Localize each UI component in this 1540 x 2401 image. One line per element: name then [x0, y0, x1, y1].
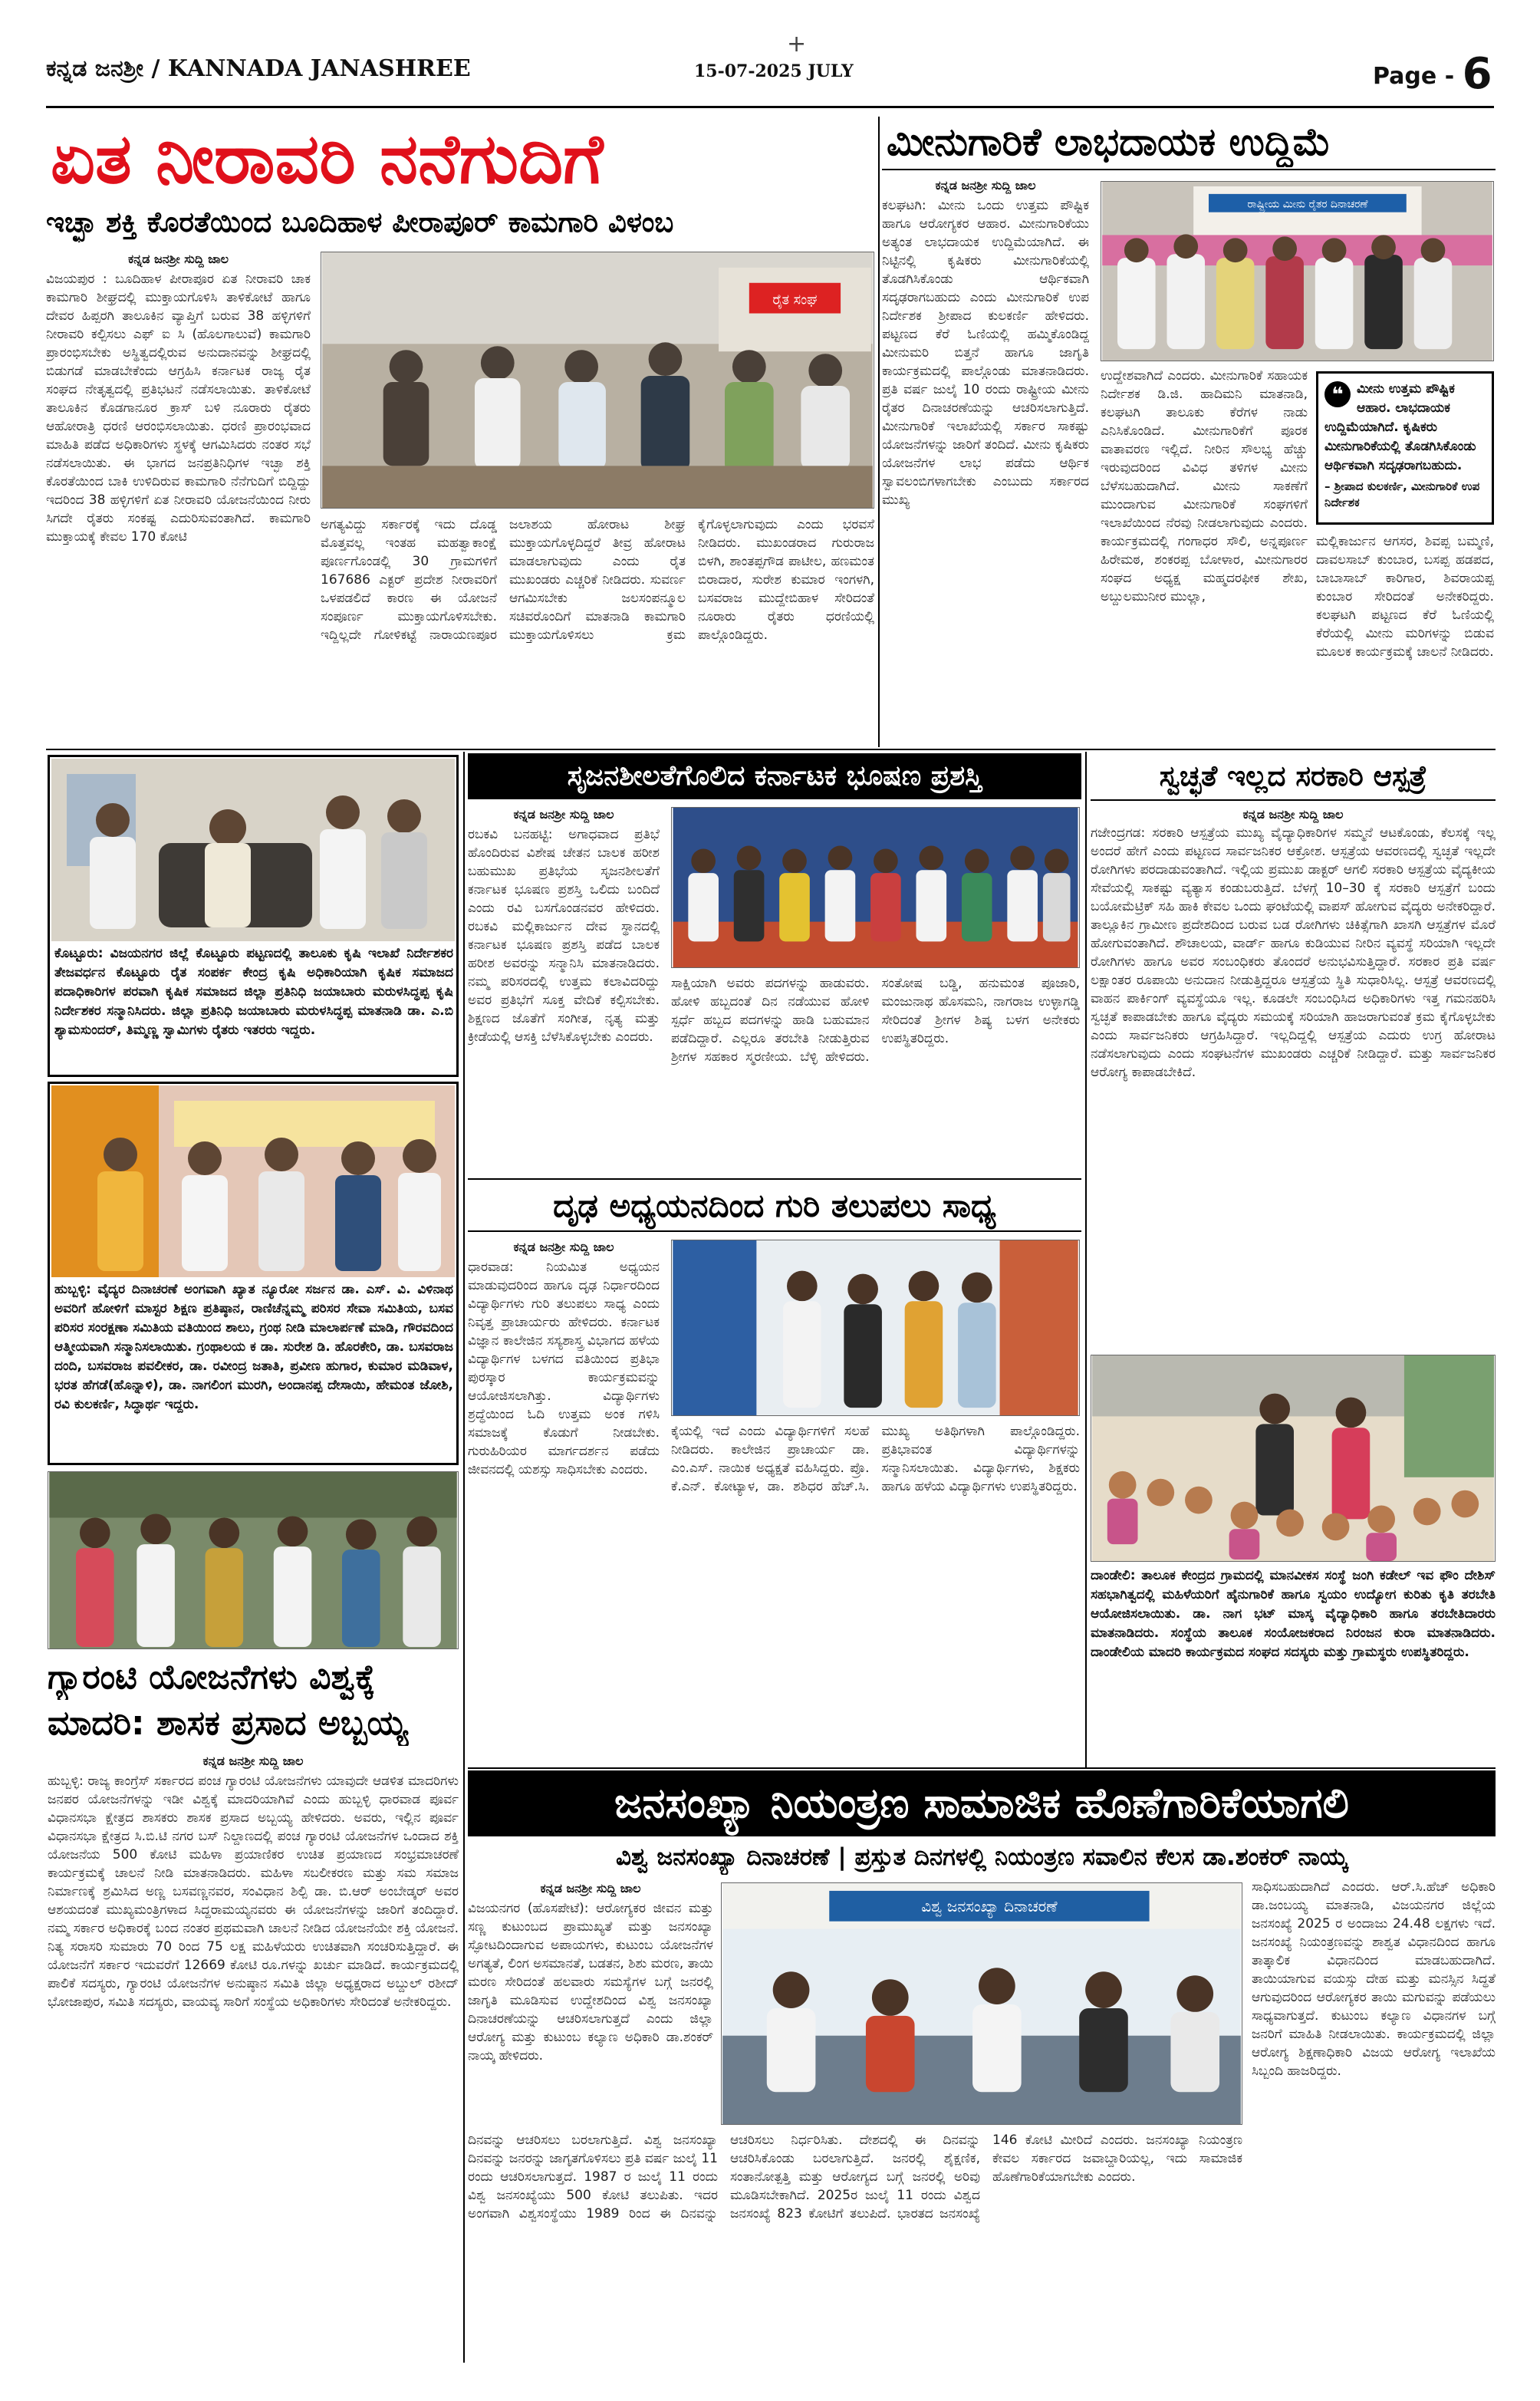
lead-column-left — [46, 249, 311, 746]
study-photo-image — [672, 1240, 1079, 1415]
creative-headline-banner — [468, 753, 1081, 799]
protest-photo — [321, 252, 874, 509]
population-photo-image — [722, 1883, 1242, 2124]
study-body-right: ಕೈಯಲ್ಲಿ ಇದೆ ಎಂದು ವಿದ್ಯಾರ್ಥಿಗಳಿಗೆ ಸಲಹೆ ನೀಡಿದರು. ಕಾಲೇಜಿನ ಪ್ರಾಚಾರ್ಯ ಡಾ. ಎಂ.ಎಸ್. ನಾಯಿಕ ಅಧ್ಯಕ್ಷತೆ ವಹಿಸಿದ್ದರು. ಪ್ರೊ. ಕೆ.ಎನ್. ಕೋಟ್ಯಾಳ, ಡಾ. ಶಶಿಧರ ಹೆಚ್.ಸಿ. ಮುಖ್ಯ ಅತಿಥಿಗಳಾಗಿ ಪಾಲ್ಗೊಂಡಿದ್ದರು. ಪ್ರತಿಭಾವಂತ ವಿದ್ಯಾರ್ಥಿಗಳನ್ನು ಸನ್ಮಾನಿಸಲಾಯಿತು. ವಿದ್ಯಾರ್ಥಿಗಳು, ಶಿಕ್ಷಕರು ಹಾಗೂ ಹಳೆಯ ವಿದ್ಯಾರ್ಥಿಗಳು ಉಪಸ್ಥಿತರಿದ್ದರು. — [671, 1424, 1080, 1494]
fish-quote: ಮೀನು ಉತ್ತಮ ಪೌಷ್ಟಿಕ ಆಹಾರ. ಲಾಭದಾಯಕ ಉದ್ದಿಮೆಯಾಗಿದೆ. ಕೃಷಿಕರು ಮೀನುಗಾರಿಕೆಯಲ್ಲಿ ತೊಡಗಿಸಿಕೊಂಡು ಆರ್ಥಿಕವಾಗಿ ಸದೃಢರಾಗಬಹುದು. — [1324, 381, 1476, 473]
quote-icon: ❝ — [1324, 381, 1351, 407]
fish-column-right — [1316, 532, 1494, 743]
study-headline-rule — [468, 1230, 1081, 1232]
fish-byline: ಕನ್ನಡ ಜನಶ್ರೀ ಸುದ್ದಿ ಜಾಲ — [935, 178, 1036, 193]
creative-byline: ಕನ್ನಡ ಜನಶ್ರೀ ಸುದ್ದಿ ಜಾಲ — [513, 807, 614, 822]
population-body-bottom: ದಿನವನ್ನು ಆಚರಿಸಲು ಬರಲಾಗುತ್ತಿದೆ. ವಿಶ್ವ ಜನಸಂಖ್ಯಾ ದಿನವನ್ನು ಜನರನ್ನು ಜಾಗೃತಗೊಳಿಸಲು ಪ್ರತಿ ವರ್ಷ ಜುಲೈ 11 ರಂದು ಆಚರಿಸಲಾಗುತ್ತದೆ. 1987 ರ ಜುಲೈ 11 ರಂದು ವಿಶ್ವ ಜನಸಂಖ್ಯೆಯು 500 ಕೋಟಿ ತಲುಪಿತು. ಇದರ ಅಂಗವಾಗಿ ವಿಶ್ವಸಂಸ್ಥೆಯು 1989 ರಿಂದ ಈ ದಿನವನ್ನು ಆಚರಿಸಲು ನಿರ್ಧರಿಸಿತು. ದೇಶದಲ್ಲಿ ಈ ದಿನವನ್ನು ಆಚರಿಸಿಕೊಂಡು ಬರಲಾಗುತ್ತಿದೆ. ಜನರಲ್ಲಿ ಶೈಕ್ಷಣಿಕ, ಸಂತಾನೋತ್ಪತ್ತಿ ಮತ್ತು ಆರೋಗ್ಯದ ಬಗ್ಗೆ ಜನರಲ್ಲಿ ಅರಿವು ಮೂಡಿಸಬೇಕಾಗಿದೆ. 2025ರ ಜುಲೈ 11 ರಂದು ವಿಶ್ವದ ಜನಸಂಖ್ಯೆ 823 ಕೋಟಿಗೆ ತಲುಪಿದೆ. ಭಾರತದ ಜನಸಂಖ್ಯೆ 146 ಕೋಟಿ ಮೀರಿದೆ ಎಂದರು. ಜನಸಂಖ್ಯಾ ನಿಯಂತ್ರಣ ಕೇವಲ ಸರ್ಕಾರದ ಜವಾಬ್ದಾರಿಯಲ್ಲ, ಇದು ಸಾಮಾಜಿಕ ಹೊಣೆಗಾರಿಕೆಯಾಗಬೇಕು ಎಂದರು. — [468, 2133, 1242, 2222]
hospital-body: ಗಜೇಂದ್ರಗಡ: ಸರಕಾರಿ ಆಸ್ಪತ್ರೆಯ ಮುಖ್ಯ ವೈದ್ಯಾಧಿಕಾರಿಗಳ ಸಮ್ಮನೆ ಆಟಕೊಂಡು, ಕೆಲಸಕ್ಕೆ ಇಲ್ಲ ಅಂದರೆ ಹೇಗೆ ಎಂದು ಪಟ್ಟಣದ ಸಾರ್ವಜನಿಕರ ಆಕ್ರೋಶ. ಆಸ್ಪತ್ರೆಯ ಆವರಣದಲ್ಲಿ ಸ್ವಚ್ಛತೆ ಇಲ್ಲದೇ ರೋಗಿಗಳು ಪರದಾಡುವಂತಾಗಿದೆ. ಇಲ್ಲಿಯ ಪ್ರಮುಖ ಡಾಕ್ಟರ್ ಆಗಲಿ ಸರಕಾರಿ ಆಸ್ಪತ್ರೆಯ ವೈದ್ಯಕೀಯ ಸೇವೆಯಲ್ಲಿ ಸಾಕಷ್ಟು ವ್ಯತ್ಯಾಸ ಕಂಡುಬರುತ್ತಿದೆ. ಬೆಳಗ್ಗೆ 10–30 ಕ್ಕೆ ಸರಕಾರಿ ಆಸ್ಪತ್ರೆಗೆ ಬಂದು ಬಯೋಮೆಟ್ರಿಕ್ ಸಹಿ ಹಾಕಿ ಕೇವಲ ಒಂದು ಘಂಟೆಯಲ್ಲಿ ವಾಪಸ್ ಹೋಗುವ ವೈದ್ಯರು ಅನೇಕರಿದ್ದಾರೆ. ತಾಲ್ಲೂಕಿನ ಗ್ರಾಮೀಣ ಪ್ರದೇಶದಿಂದ ಬರುವ ಬಡ ರೋಗಿಗಳು ಚಿಕಿತ್ಸೆಗಾಗಿ ಖಾಸಗಿ ಆಸ್ಪತ್ರೆಗಳ ಮೊರೆ ಹೋಗುವಂತಾಗಿದೆ. ಶೌಚಾಲಯ, ವಾರ್ಡ್ ಹಾಗೂ ಕುಡಿಯುವ ನೀರಿನ ವ್ಯವಸ್ಥೆ ಸರಿಯಾಗಿ ಇಲ್ಲದೇ ರೋಗಿಗಳು ಹಾಗೂ ಅವರ ಸಂಬಂಧಿಕರು ತೊಂದರೆ ಅನುಭವಿಸುತ್ತಿದ್ದಾರೆ. ಸರಕಾರ ಪ್ರತಿ ವರ್ಷ ಲಕ್ಷಾಂತರ ರೂಪಾಯಿ ಅನುದಾನ ನೀಡುತ್ತಿದ್ದರೂ ಆಸ್ಪತ್ರೆಯ ಸ್ಥಿತಿ ಸುಧಾರಿಸಿಲ್ಲ. ಆಸ್ಪತ್ರೆ ಆವರಣದಲ್ಲಿ ವಾಹನ ಪಾರ್ಕಿಂಗ್ ವ್ಯವಸ್ಥೆಯೂ ಇಲ್ಲ. ಕೂಡಲೇ ಸಂಬಂಧಿಸಿದ ಅಧಿಕಾರಿಗಳು ಇತ್ತ ಗಮನಹರಿಸಿ ಸ್ವಚ್ಛತೆ ಕಾಪಾಡಬೇಕು ಹಾಗೂ ವೈದ್ಯರು ಸಮಯಕ್ಕೆ ಸರಿಯಾಗಿ ಹಾಜರಾಗುವಂತೆ ಕ್ರಮ ಕೈಗೊಳ್ಳಬೇಕು ಎಂದು ಸಾರ್ವಜನಿಕರು ಆಗ್ರಹಿಸಿದ್ದಾರೆ. ಇಲ್ಲದಿದ್ದಲ್ಲಿ ಆಸ್ಪತ್ರೆಯ ಎದುರು ಉಗ್ರ ಹೋರಾಟ ನಡೆಸಲಾಗುವುದು ಎಂದು ಸಂಘಟನೆಗಳ ಮುಖಂಡರು ಎಚ್ಚರಿಕೆ ನೀಡಿದ್ದಾರೆ. ಮತ್ತು ಸಾರ್ವಜನಿಕರ ಆರೋಗ್ಯ ಕಾಪಾಡಬೇಕಿದೆ. — [1091, 825, 1496, 1080]
creative-photo — [671, 807, 1080, 968]
hospital-headline: ಸ್ವಚ್ಛತೆ ಇಲ್ಲದ ಸರಕಾರಿ ಆಸ್ಪತ್ರೆ — [1159, 759, 1427, 792]
creative-body-left: ರಬಕವಿ ಬನಹಟ್ಟಿ: ಅಗಾಧವಾದ ಪ್ರತಿಭೆ ಹೊಂದಿರುವ ವಿಶೇಷ ಚೇತನ ಬಾಲಕ ಹರೀಶ ಬಹುಮುಖ ಪ್ರತಿಭೆಯ ಸೃಜನಶೀಲತೆಗೆ ಕರ್ನಾಟಕ ಭೂಷಣ ಪ್ರಶಸ್ತಿ ಒಲಿದು ಬಂದಿದೆ ಎಂದು ರವಿ ಬಸಗೊಂಡನವರ ಹೇಳಿದರು. ರಬಕವಿ ಮಲ್ಲಿಕಾರ್ಜುನ ದೇವ ಸ್ಥಾನದಲ್ಲಿ ಕರ್ನಾಟಕ ಭೂಷಣ ಪ್ರಶಸ್ತಿ ಪಡೆದ ಬಾಲಕ ಹರೀಶ ಅವರನ್ನು ಸನ್ಮಾನಿಸಿ ಮಾತನಾಡಿದರು. ನಮ್ಮ ಪರಿಸರದಲ್ಲಿ ಉತ್ತಮ ಕಲಾವಿದರಿದ್ದು ಅವರ ಪ್ರತಿಭೆಗೆ ಸೂಕ್ತ ವೇದಿಕೆ ಕಲ್ಪಿಸಬೇಕು. ಶಿಕ್ಷಣದ ಜೊತೆಗೆ ಸಂಗೀತ, ನೃತ್ಯ ಮತ್ತು ಕ್ರೀಡೆಯಲ್ಲಿ ಆಸಕ್ತಿ ಬೆಳೆಸಿಕೊಳ್ಳಬೇಕು ಎಂದರು. — [468, 827, 660, 1045]
study-photo — [671, 1240, 1080, 1416]
creative-body-right: ಸಾಕ್ಷಿಯಾಗಿ ಅವರು ಪದಗಳನ್ನು ಹಾಡುವರು. ಹೋಳಿ ಹಬ್ಬದಂತೆ ದಿನ ನಡೆಯುವ ಹೋಳಿ ಸ್ಪರ್ಧೆ ಹಬ್ಬದ ಪದಗಳನ್ನು ಹಾಡಿ ಬಹುಮಾನ ಪಡೆದಿದ್ದಾರೆ. ಎಲ್ಲರೂ ತರಬೇತಿ ನೀಡುತ್ತಿರುವ ಶ್ರೀಗಳ ಸಹಕಾರ ಸ್ಮರಣೀಯ. ಬೆಳ್ಳಿ ಹೇಳಿದರು. ಸಂತೋಷ ಬಡ್ಡಿ, ಹನುಮಂತ ಪೂಜಾರಿ, ಮಂಜುನಾಥ ಹೊಸಮನಿ, ನಾಗರಾಜ ಉಳ್ಳಾಗಡ್ಡಿ ಸೇರಿದಂತೆ ಶ್ರೀಗಳ ಶಿಷ್ಯ ಬಳಗ ಅನೇಕರು ಉಪಸ್ಥಿತರಿದ್ದರು. — [671, 976, 1080, 1065]
population-body-top: ವಿಜಯನಗರ (ಹೊಸಪೇಟೆ): ಆರೋಗ್ಯಕರ ಜೀವನ ಮತ್ತು ಸಣ್ಣ ಕುಟುಂಬದ ಪ್ರಾಮುಖ್ಯತೆ ಮತ್ತು ಜನಸಂಖ್ಯಾ ಸ್ಫೋಟದಿಂದಾಗುವ ಅಪಾಯಗಳು, ಕುಟುಂಬ ಯೋಜನೆಗಳ ಅಗತ್ಯತೆ, ಲಿಂಗ ಅಸಮಾನತೆ, ಬಡತನ, ಶಿಶು ಮರಣ, ತಾಯಿ ಮರಣ ಸೇರಿದಂತೆ ಹಲವಾರು ಸಮಸ್ಯೆಗಳ ಬಗ್ಗೆ ಜನರಲ್ಲಿ ಜಾಗೃತಿ ಮೂಡಿಸುವ ಉದ್ದೇಶದಿಂದ ವಿಶ್ವ ಜನಸಂಖ್ಯಾ ದಿನಾಚರಣೆಯನ್ನು ಆಚರಿಸಲಾಗುತ್ತದೆ ಎಂದು ಜಿಲ್ಲಾ ಆರೋಗ್ಯ ಮತ್ತು ಕುಟುಂಬ ಕಲ್ಯಾಣ ಅಧಿಕಾರಿ ಡಾ.ಶಂಕರ್ ನಾಯ್ಕ ಹೇಳಿದರು. — [468, 1901, 713, 2063]
masthead-rule — [46, 106, 1494, 108]
fish-column-mid — [1101, 367, 1308, 743]
hospital-training-photo-image — [1091, 1355, 1495, 1561]
population-headline-banner — [468, 1770, 1496, 1836]
fish-headline-rule — [882, 169, 1496, 170]
creative-column-left — [468, 804, 660, 1174]
population-byline: ಕನ್ನಡ ಜನಶ್ರೀ ಸುದ್ದಿ ಜಾಲ — [540, 1881, 641, 1895]
lead-body-left: ವಿಜಯಪುರ : ಬೂದಿಹಾಳ ಪೀರಾಪೂರ ಏತ ನೀರಾವರಿ ಚಾಕ ಕಾಮಗಾರಿ ಶೀಘ್ರದಲ್ಲಿ ಮುಕ್ತಾಯಗೊಳಿಸಿ ತಾಳಿಕೋಟೆ ಹಾಗೂ ದೇವರ ಹಿಪ್ಪರಗಿ ತಾಲೂಕಿನ ವ್ಯಾಪ್ತಿಗೆ ಬರುವ 38 ಹಳ್ಳಿಗಳಿಗೆ ನೀರಾವರಿ ಕಲ್ಪಿಸಲು ಎಫ್ ಐ ಸಿ (ಹೊಲಗಾಲುವೆ) ಕಾಮಗಾರಿ ಪ್ರಾರಂಭಿಸಬೇಕು ಅಸ್ಥಿತ್ವದಲ್ಲಿರುವ ಅನುದಾನವನ್ನು ಶೀಘ್ರದಲ್ಲಿ ಬಿಡುಗಡೆ ಮಾಡಬೇಕೆಂದು ಆಗ್ರಹಿಸಿ ಕರ್ನಾಟಕ ರಾಜ್ಯ ರೈತ ಸಂಘದ ನೇತೃತ್ವದಲ್ಲಿ ಪ್ರತಿಭಟನೆ ನಡೆಸಲಾಯಿತು. ತಾಳಿಕೋಟೆ ತಾಲೂಕಿನ ಕೊಡಗಾನೂರ ಕ್ರಾಸ್ ಬಳಿ ನೂರಾರು ರೈತರು ಆಹೋರಾತ್ರಿ ಧರಣಿ ಆರಂಭಿಸಲಾಯಿತು. ಧರಣಿ ಪ್ರಾರಂಭವಾದ ಮಾಹಿತಿ ಪಡೆದ ಅಧಿಕಾರಿಗಳು ಸ್ಥಳಕ್ಕೆ ಆಗಮಿಸಿದರು ನಂತರ ಸಭೆ ನಡೆಸಲಾಯಿತು. ಈ ಭಾಗದ ಜನಪ್ರತಿನಿಧಿಗಳ ಇಚ್ಛಾ ಶಕ್ತಿ ಕೊರತೆಯಿಂದ ಬಾಕಿ ಉಳಿದಿರುವ ಕಾಮಗಾರಿ ನೆನೆಗುದಿಗೆ ಬಿದ್ದಿದ್ದು ಇದರಿಂದ 38 ಹಳ್ಳಿಗಳಿಗೆ ಏತ ನೀರಾವರಿ ಯೋಜನೆಯಿಂದ ನೀರು ಸಿಗದೇ ರೈತರು ಸಂಕಷ್ಟ ಎದುರಿಸುವಂತಾಗಿದೆ. ಕಾಮಗಾರಿ ಮುಕ್ತಾಯಕ್ಕೆ ಕೇವಲ 170 ಕೋಟಿ — [46, 272, 311, 545]
fish-body-tail: ಮಲ್ಲಿಕಾರ್ಜುನ ಆಗಸರ, ಶಿವಪ್ಪ ಬಮ್ಮಣಿ, ದಾವಲಸಾಬ್ ಕುಂಬಾರ, ಬಸಪ್ಪ ಹಡಪದ, ಬಾಬಾಸಾಬ್ ಕಾರಿಗಾರ, ಶಿವರಾಯಪ್ಪ ಕುಂಬಾರ ಸೇರಿದಂತೆ ಅನೇಕರಿದ್ದರು. ಕಲಘಟಗಿ ಪಟ್ಟಣದ ಕೆರೆ ಓಣಿಯಲ್ಲಿ ಕೆರೆಯಲ್ಲಿ ಮೀನು ಮರಿಗಳನ್ನು ಬಿಡುವ ಮೂಲಕ ಕಾರ್ಯಕ್ರಮಕ್ಕೆ ಚಾಲನೆ ನೀಡಿದರು. — [1316, 534, 1494, 660]
masthead — [0, 0, 1540, 115]
creative-column-right — [671, 974, 1080, 1174]
fish-column-left — [882, 175, 1089, 743]
lead-headline: ಏತ ನೀರಾವರಿ ನನೆಗುದಿಗೆ — [51, 119, 604, 199]
population-photo — [721, 1882, 1242, 2125]
population-column-right — [1252, 1878, 1496, 2361]
lead-story — [46, 117, 874, 749]
page-number: 6 — [1462, 49, 1492, 99]
study-column-left — [468, 1237, 660, 1763]
page-label: Page - — [1373, 63, 1455, 90]
registration-mark-icon: + — [787, 31, 807, 58]
guarantee-headline-1: ಗ್ಯಾರಂಟಿ ಯೋಜನೆಗಳು ವಿಶ್ವಕ್ಕೆ — [48, 1658, 376, 1697]
hospital-caption: ದಾಂಡೇಲಿ: ತಾಲೂಕ ಕೇಂದ್ರದ ಗ್ರಾಮದಲ್ಲಿ ಮಾನವೀಕಸ ಸಂಸ್ಥೆ ಜಂಗಿ ಕಡೇಲ್ ಇವ ಫೌಂ ದೇಶಿಸ್ ಸಹಭಾಗಿತ್ವದಲ್ಲಿ ಮಹಿಳೆಯರಿಗೆ ಹೈನುಗಾರಿಕೆ ಹಾಗೂ ಸ್ವಯಂ ಉದ್ಯೋಗ ಕುರಿತು ಕೃತಿ ತರಬೇತಿ ಆಯೋಜಿಸಲಾಯಿತು. ಡಾ. ನಾಗ ಭಟ್ ಮಾಸ್ಕ ವೈದ್ಯಾಧಿಕಾರಿ ಹಾಗೂ ತರಬೇತಿದಾರರು ಮಾತನಾಡಿದರು. ಸಂಸ್ಥೆಯ ತಾಲೂಕ ಸಂಯೋಜಕರಾದ ನಿರಂಜನ ಕುರಾ ಮಾತನಾಡಿದರು. ದಾಂಡೇಲಿಯ ಮಾದರಿ ಕಾರ್ಯಕ್ರಮದ ಸಂಘದ ಸದಸ್ಯರು ಮತ್ತು ಗ್ರಾಮಸ್ಥರು ಉಪಸ್ಥಿತರಿದ್ದರು. — [1091, 1568, 1496, 1660]
population-headline: ಜನಸಂಖ್ಯಾ ನಿಯಂತ್ರಣ ಸಾಮಾಜಿಕ ಹೊಣೆಗಾರಿಕೆಯಾಗಲಿ — [614, 1779, 1349, 1827]
protest-banner-text: ರೈತ ಸಂಘ — [772, 291, 818, 308]
lead-subheadline: ಇಚ್ಛಾ ಶಕ್ತಿ ಕೊರತೆಯಿಂದ ಬೂದಿಹಾಳ ಪೀರಾಪೂರ್ ಕಾಮಗಾರಿ ವಿಳಂಬ — [46, 206, 674, 239]
hospital-byline: ಕನ್ನಡ ಜನಶ್ರೀ ಸುದ್ದಿ ಜಾಲ — [1242, 807, 1344, 822]
lead-body-right: ಅಗತ್ಯವಿದ್ದು ಸರ್ಕಾರಕ್ಕೆ ಇದು ದೊಡ್ಡ ಮೊತ್ತವಲ್ಲ ಇಂತಹ ಮಹತ್ವಾಕಾಂಕ್ಷೆ ಪೂರ್ಣಗೊಂಡಲ್ಲಿ 30 ಗ್ರಾಮಗಳಿಗೆ 167686 ಎಕ್ಟರ್ ಪ್ರದೇಶ ನೀರಾವರಿಗೆ ಒಳಪಡಲಿದೆ ಕಾರಣ ಈ ಯೋಜನೆ ಸಂಪೂರ್ಣ ಮುಕ್ತಾಯಗೊಳಿಸಬೇಕು. ಇದ್ದಿಲ್ಲದೇ ಗೋಳಿಕಟ್ಟೆ ನಾರಾಯಣಪೂರ ಜಲಾಶಯ ಹೋರಾಟ ಶೀಘ್ರ ಮುಕ್ತಾಯಗೊಳ್ಳದಿದ್ದರೆ ತೀವ್ರ ಹೋರಾಟ ಮಾಡಲಾಗುವುದು ಎಂದು ರೈತ ಮುಖಂಡರು ಎಚ್ಚರಿಕೆ ನೀಡಿದರು. ಸುವರ್ಣ ಆಗಮಿಸಬೇಕು ಜಲಸಂಪನ್ಮೂಲ ಸಚಿವರೊಂದಿಗೆ ಮಾತನಾಡಿ ಕಾಮಗಾರಿ ಮುಕ್ತಾಯಗೊಳಿಸಲು ಕ್ರಮ ಕೈಗೊಳ್ಳಲಾಗುವುದು ಎಂದು ಭರವಸೆ ನೀಡಿದರು. ಮುಖಂಡರಾದ ಗುರುರಾಜ ಬಿಳಗಿ, ಶಾಂತಪ್ಪಗೌಡ ಪಾಟೀಲ, ಹಣಮಂತ ಬಿರಾದಾರ, ಸುರೇಶ ಕುಮಾರ ಇಂಗಳಗಿ, ಬಸವರಾಜ ಮುದ್ದೇಬಿಹಾಳ ಸೇರಿದಂತೆ ನೂರಾರು ರೈತರು ಧರಣಿಯಲ್ಲಿ ಪಾಲ್ಗೊಂಡಿದ್ದರು. — [321, 517, 874, 643]
guarantee-body: ಹುಬ್ಬಳ್ಳಿ: ರಾಜ್ಯ ಕಾಂಗ್ರೆಸ್ ಸರ್ಕಾರದ ಪಂಚ ಗ್ಯಾರಂಟಿ ಯೋಜನೆಗಳು ಯಾವುದೇ ಆಡಳಿತ ಮಾದರಿಗಳು ಜನಪರ ಯೋಜನೆಗಳನ್ನು ಇಡೀ ವಿಶ್ವಕ್ಕೆ ಮಾದರಿಯಾಗಿವೆ ಎಂದು ಹುಬ್ಬಳ್ಳಿ ಧಾರವಾಡ ಪೂರ್ವ ವಿಧಾನಸಭಾ ಕ್ಷೇತ್ರದ ಶಾಸಕರು ಶಾಸಕ ಪ್ರಸಾದ ಅಬ್ಬಯ್ಯ ಹೇಳಿದರು. ಅವರು, ಇಲ್ಲಿನ ಪೂರ್ವ ವಿಧಾನಸಭಾ ಕ್ಷೇತ್ರದ ಸಿ.ಬಿ.ಟಿ ನಗರ ಬಸ್ ನಿಲ್ದಾಣದಲ್ಲಿ ಪಂಚ ಗ್ಯಾರಂಟಿ ಯೋಜನೆಗಳ ಒಂದಾದ ಶಕ್ತಿ ಯೋಜನೆಯ 500 ಕೋಟಿ ಮಹಿಳಾ ಪ್ರಯಾಣಿಕರ ಉಚಿತ ಪ್ರಯಾಣದ ಸಂಭ್ರಮಾಚರಣೆ ಕಾರ್ಯಕ್ರಮಕ್ಕೆ ಚಾಲನೆ ನೀಡಿ ಮಾತನಾಡಿದರು. ಮಹಿಳಾ ಸಬಲೀಕರಣ ಮತ್ತು ಸಮ ಸಮಾಜ ನಿರ್ಮಾಣಕ್ಕೆ ಶ್ರಮಿಸಿದ ಅಣ್ಣ ಬಸವಣ್ಣನವರ, ಸಂವಿಧಾನ ಶಿಲ್ಪಿ ಡಾ. ಬಿ.ಆರ್ ಅಂಬೇಡ್ಕರ್ ಅವರ ಆಶಯದಂತೆ ಮುಖ್ಯಮಂತ್ರಿಗಳಾದ ಸಿದ್ದರಾಮಯ್ಯನವರು ಈ ಯೋಜನೆಗಳನ್ನು ಜಾರಿಗೆ ತಂದಿದ್ದಾರೆ. ನಮ್ಮ ಸರ್ಕಾರ ಅಧಿಕಾರಕ್ಕೆ ಬಂದ ನಂತರ ಪ್ರಥಮವಾಗಿ ಚಾಲನೆ ನೀಡಿದ ಯೋಜನೆಯೇ ಶಕ್ತಿ ಯೋಜನೆ. ನಿತ್ಯ ಸರಾಸರಿ ಸುಮಾರು 70 ರಿಂದ 75 ಲಕ್ಷ ಮಹಿಳೆಯರು ಉಚಿತವಾಗಿ ಸಂಚರಿಸುತ್ತಿದ್ದಾರೆ. ಈ ಯೋಜನೆಗೆ ಸರ್ಕಾರ ಇದುವರೆಗೆ 12669 ಕೋಟಿ ರೂ.ಗಳನ್ನು ಖರ್ಚು ಮಾಡಿದೆ. ಕಾರ್ಯಕ್ರಮದಲ್ಲಿ ಪಾಲಿಕೆ ಸದಸ್ಯರು, ಗ್ಯಾರಂಟಿ ಯೋಜನೆಗಳ ಅನುಷ್ಠಾನ ಸಮಿತಿ ಜಿಲ್ಲಾ ಅಧ್ಯಕ್ಷರಾದ ಅಬ್ದುಲ್ ರಶೀದ್ ಭೋಜಾಪುರ, ಸಮಿತಿ ಸದಸ್ಯರು, ವಾಯವ್ಯ ಸಾರಿಗೆ ಸಂಸ್ಥೆಯ ಅಧಿಕಾರಿಗಳು ಸೇರಿದಂತೆ ಅನೇಕರಿದ್ದರು. — [48, 1774, 459, 2010]
issue-date: 15-07-2025 JULY — [694, 61, 854, 81]
population-subheadline: ವಿಶ್ವ ಜನಸಂಖ್ಯಾ ದಿನಾಚರಣೆ | ಪ್ರಸ್ತುತ ದಿನಗಳಲ್ಲಿ ನಿಯಂತ್ರಣ ಸವಾಲಿನ ಕೆಲಸ ಡಾ.ಶಂಕರ್ ನಾಯ್ಕ — [616, 1843, 1348, 1871]
creative-photo-image — [672, 808, 1079, 967]
lead-column-right — [321, 515, 874, 746]
fish-quote-author: – ಶ್ರೀಪಾದ ಕುಲಕರ್ಣಿ, ಮೀನುಗಾರಿಕೆ ಉಪ ನಿರ್ದೇಶಕ — [1324, 479, 1480, 509]
guarantee-photo — [48, 1471, 459, 1649]
hubli-photo-image — [51, 1085, 455, 1277]
study-column-right — [671, 1422, 1080, 1763]
study-headline: ದೃಢ ಅಧ್ಯಯನದಿಂದ ಗುರಿ ತಲುಪಲು ಸಾಧ್ಯ — [553, 1187, 996, 1224]
fish-quote-box — [1316, 371, 1494, 525]
guarantee-byline: ಕನ್ನಡ ಜನಶ್ರೀ ಸುದ್ದಿ ಜಾಲ — [202, 1754, 304, 1768]
fish-event-photo — [1101, 181, 1494, 361]
hospital-story — [1091, 753, 1496, 1766]
kottur-photo-box — [48, 755, 459, 1077]
population-top-rule — [468, 1767, 1496, 1769]
center-right-divider — [1085, 752, 1087, 1767]
population-body-right: ಸಾಧಿಸಬಹುದಾಗಿದೆ ಎಂದರು. ಆರ್.ಸಿ.ಹೆಚ್ ಅಧಿಕಾರಿ ಡಾ.ಜಂಬಯ್ಯ ಮಾತನಾಡಿ, ವಿಜಯನಗರ ಜಿಲ್ಲೆಯ ಜನಸಂಖ್ಯೆ 2025 ರ ಅಂದಾಜು 24.48 ಲಕ್ಷಗಳು ಇದೆ. ಜನಸಂಖ್ಯೆ ನಿಯಂತ್ರಣವನ್ನು ಶಾಶ್ವತ ವಿಧಾನದಿಂದ ಹಾಗೂ ತಾತ್ಕಾಲಿಕ ವಿಧಾನದಿಂದ ಮಾಡಬಹುದಾಗಿದೆ. ತಾಯಿಯಾಗುವ ವಯಸ್ಸು ದೇಹ ಮತ್ತು ಮನಸ್ಸಿನ ಸಿದ್ಧತೆ ಆಗುವುದರಿಂದ ಆರೋಗ್ಯಕರ ತಾಯಿ ಮಗುವನ್ನು ಪಡೆಯಲು ಸಾಧ್ಯವಾಗುತ್ತದೆ. ಕುಟುಂಬ ಕಲ್ಯಾಣ ವಿಧಾನಗಳ ಬಗ್ಗೆ ಜನರಿಗೆ ಮಾಹಿತಿ ನೀಡಲಾಯಿತು. ಕಾರ್ಯಕ್ರಮದಲ್ಲಿ ಜಿಲ್ಲಾ ಆರೋಗ್ಯ ಶಿಕ್ಷಣಾಧಿಕಾರಿ ವಿಜಯ ಆರೋಗ್ಯ ಇಲಾಖೆಯ ಸಿಬ್ಬಂದಿ ಹಾಜರಿದ್ದರು. — [1252, 1879, 1496, 2079]
fish-event-photo-image — [1101, 182, 1493, 361]
top-section-rule — [46, 749, 1496, 750]
fish-body-left: ಕಲಘಟಗಿ: ಮೀನು ಒಂದು ಉತ್ತಮ ಪೌಷ್ಟಿಕ ಹಾಗೂ ಆರೋಗ್ಯಕರ ಆಹಾರ. ಮೀನುಗಾರಿಕೆಯು ಅತ್ಯಂತ ಲಾಭದಾಯಕ ಉದ್ದಿಮೆಯಾಗಿದೆ. ಈ ನಿಟ್ಟಿನಲ್ಲಿ ಕೃಷಿಕರು ಮೀನುಗಾರಿಕೆಯಲ್ಲಿ ತೊಡಗಿಸಿಕೊಂಡು ಆರ್ಥಿಕವಾಗಿ ಸದೃಢರಾಗಬಹುದು ಎಂದು ಮೀನುಗಾರಿಕೆ ಉಪ ನಿರ್ದೇಶಕ ಶ್ರೀಪಾದ ಕುಲಕರ್ಣಿ ಹೇಳಿದರು. ಪಟ್ಟಣದ ಕೆರೆ ಓಣಿಯಲ್ಲಿ ಹಮ್ಮಿಕೊಂಡಿದ್ದ ಮೀನುಮರಿ ಬಿತ್ತನೆ ಹಾಗೂ ಜಾಗೃತಿ ಕಾರ್ಯಕ್ರಮದಲ್ಲಿ ಪಾಲ್ಗೊಂಡು ಮಾತನಾಡಿದರು. ಪ್ರತಿ ವರ್ಷ ಜುಲೈ 10 ರಂದು ರಾಷ್ಟ್ರೀಯ ಮೀನು ರೈತರ ದಿನಾಚರಣೆಯನ್ನು ಆಚರಿಸಲಾಗುತ್ತಿದೆ. ಮೀನುಗಾರಿಕೆ ಇಲಾಖೆಯಲ್ಲಿ ಸರ್ಕಾರ ಸಾಕಷ್ಟು ಯೋಜನೆಗಳನ್ನು ಜಾರಿಗೆ ತಂದಿದೆ. ಮೀನು ಕೃಷಿಕರು ಯೋಜನೆಗಳ ಲಾಭ ಪಡೆದು ಆರ್ಥಿಕ ಸ್ವಾವಲಂಬಿಗಳಾಗಬೇಕು ಎಂಬುದು ಸರ್ಕಾರದ ಮುಖ್ಯ — [882, 198, 1089, 508]
hospital-training-photo — [1091, 1355, 1496, 1562]
creative-headline: ಸೃಜನಶೀಲತೆಗೊಲಿದ ಕರ್ನಾಟಕ ಭೂಷಣ ಪ್ರಶಸ್ತಿ — [567, 760, 982, 792]
creative-story — [468, 753, 1081, 1175]
creative-study-rule — [468, 1178, 1081, 1180]
newspaper-title: ಕನ್ನಡ ಜನಶ್ರೀ / KANNADA JANASHREE — [46, 55, 471, 82]
study-body-left: ಧಾರವಾಡ: ನಿಯಮಿತ ಅಧ್ಯಯನ ಮಾಡುವುದರಿಂದ ಹಾಗೂ ದೃಢ ನಿರ್ಧಾರದಿಂದ ವಿದ್ಯಾರ್ಥಿಗಳು ಗುರಿ ತಲುಪಲು ಸಾಧ್ಯ ಎಂದು ನಿವೃತ್ತ ಪ್ರಾಚಾರ್ಯರು ಹೇಳಿದರು. ಕರ್ನಾಟಕ ವಿಜ್ಞಾನ ಕಾಲೇಜಿನ ಸಸ್ಯಶಾಸ್ತ್ರ ವಿಭಾಗದ ಹಳೆಯ ವಿದ್ಯಾರ್ಥಿಗಳ ಬಳಗದ ವತಿಯಿಂದ ಪ್ರತಿಭಾ ಪುರಸ್ಕಾರ ಕಾರ್ಯಕ್ರಮವನ್ನು ಆಯೋಜಿಸಲಾಗಿತ್ತು. ವಿದ್ಯಾರ್ಥಿಗಳು ಶ್ರದ್ಧೆಯಿಂದ ಓದಿ ಉತ್ತಮ ಅಂಕ ಗಳಿಸಿ ಸಮಾಜಕ್ಕೆ ಕೊಡುಗೆ ನೀಡಬೇಕು. ಗುರುಹಿರಿಯರ ಮಾರ್ಗದರ್ಶನ ಪಡೆದು ಜೀವನದಲ್ಲಿ ಯಶಸ್ಸು ಸಾಧಿಸಬೇಕು ಎಂದರು. — [468, 1260, 660, 1477]
kottur-photo — [51, 759, 455, 941]
fish-body-right: ಉದ್ದೇಶವಾಗಿದೆ ಎಂದರು. ಮೀನುಗಾರಿಕೆ ಸಹಾಯಕ ನಿರ್ದೇಶಕ ಡಿ.ಜಿ. ಹಾದಿಮನಿ ಮಾತನಾಡಿ, ಕಲಘಟಗಿ ತಾಲೂಕು ಕೆರೆಗಳ ನಾಡು ಎನಿಸಿಕೊಂಡಿದೆ. ಮೀನುಗಾರಿಕೆಗೆ ಪೂರಕ ವಾತಾವರಣ ಇಲ್ಲಿದೆ. ನೀರಿನ ಸೌಲಭ್ಯ ಹೆಚ್ಚು ಇರುವುದರಿಂದ ವಿವಿಧ ತಳಿಗಳ ಮೀನು ಬೆಳೆಸಬಹುದಾಗಿದೆ. ಮೀನು ಸಾಕಣೆಗೆ ಮುಂದಾಗುವ ಮೀನುಗಾರಿಕೆ ಸಂಘಗಳಿಗೆ ಇಲಾಖೆಯಿಂದ ನೆರವು ನೀಡಲಾಗುವುದು ಎಂದರು. ಕಾರ್ಯಕ್ರಮದಲ್ಲಿ ಗಂಗಾಧರ ಸೌಲಿ, ಅನ್ನಪೂರ್ಣ ಹಿರೇಮಠ, ಶಂಕರಪ್ಪ ಬೋಳಾರ, ಮೀನುಗಾರರ ಸಂಘದ ಅಧ್ಯಕ್ಷ ಮಹ್ಮದರಫೀಕ ಶೇಖ, ಅಬ್ದುಲಮುನೀರ ಮುಲ್ಲಾ, — [1101, 368, 1308, 604]
kottur-photo-image — [51, 759, 455, 941]
lead-divider — [878, 117, 880, 747]
population-column-bottom — [468, 2131, 1242, 2361]
protest-photo-image — [321, 252, 874, 508]
left-column-divider — [463, 752, 465, 2363]
population-banner-text: ವಿಶ್ವ ಜನಸಂಖ್ಯಾ ದಿನಾಚರಣೆ — [921, 1897, 1058, 1915]
hospital-headline-rule — [1091, 799, 1496, 801]
population-column-left — [468, 1878, 713, 2123]
study-byline: ಕನ್ನಡ ಜನಶ್ರೀ ಸುದ್ದಿ ಜಾಲ — [513, 1240, 614, 1254]
guarantee-headline-2: ಮಾದರಿ: ಶಾಸಕ ಪ್ರಸಾದ ಅಬ್ಬಯ್ಯ — [48, 1704, 408, 1743]
hubli-photo — [51, 1085, 455, 1277]
guarantee-story — [48, 1471, 459, 2363]
lead-byline: ಕನ್ನಡ ಜನಶ್ರೀ ಸುದ್ದಿ ಜಾಲ — [127, 252, 229, 266]
guarantee-photo-image — [48, 1472, 458, 1648]
fish-story — [882, 117, 1496, 749]
fish-headline: ಮೀನುಗಾರಿಕೆ ಲಾಭದಾಯಕ ಉದ್ದಿಮೆ — [887, 120, 1331, 164]
study-story — [468, 1181, 1081, 1764]
kottur-caption: ಕೊಟ್ಟೂರು: ವಿಜಯನಗರ ಜಿಲ್ಲೆ ಕೊಟ್ಟೂರು ಪಟ್ಟಣದಲ್ಲಿ ತಾಲೂಕು ಕೃಷಿ ಇಲಾಖೆ ನಿರ್ದೇಶಕರ ತೇಜವರ್ಧನ ಕೊಟ್ಟೂರು ರೈತ ಸಂಪರ್ಕ ಕೇಂದ್ರ ಕೃಷಿ ಅಧಿಕಾರಿಯಾಗಿ ಕೃಷಿಕ ಸಮಾಜದ ಪದಾಧಿಕಾರಿಗಳ ಪರವಾಗಿ ಕೃಷಿಕ ಸಮಾಜದ ಜಿಲ್ಲಾ ಪ್ರತಿನಿಧಿ ಜಯಾಬಾರು ಮರುಳಸಿದ್ಧಪ್ಪ ಕೃಷಿ ನಿರ್ದೇಶಕರ ಸನ್ಮಾನಿಸಿದರು. ಜಿಲ್ಲಾ ಪ್ರತಿನಿಧಿ ಜಯಾಬಾರು ಮರುಳಸಿದ್ಧಪ್ಪ ಮಾತನಾಡಿ ಡಾ. ಎ.ಬಿ ಶ್ಯಾಮಸುಂದರ್, ತಿಮ್ಮಣ್ಣ ಸ್ವಾಮಿಗಳು ರೈತರು ಇತರರು ಇದ್ದರು. — [54, 946, 453, 1038]
population-story — [468, 1770, 1496, 2363]
hubli-photo-box — [48, 1082, 459, 1465]
hubli-caption: ಹುಬ್ಬಳ್ಳಿ: ವೈದ್ಯರ ದಿನಾಚರಣೆ ಅಂಗವಾಗಿ ಖ್ಯಾತ ನ್ಯೂರೋ ಸರ್ಜನ ಡಾ. ಎಸ್. ವಿ. ವಿಳಿನಾಥ ಅವರಿಗೆ ಹೋಳಿಗೆ ಮಾಸ್ಟರ ಶಿಕ್ಷಣ ಪ್ರತಿಷ್ಠಾನ, ರಾಣಿಚೆನ್ನಮ್ಮ ಪರಿಸರ ಸೇವಾ ಸಮಿತಿಯ, ಬಸವ ಪರಿಸರ ಸಂರಕ್ಷಣಾ ಸಮಿತಿಯ ವತಿಯಿಂದ ಶಾಲು, ಗ್ರಂಥ ನೀಡಿ ಮಾಲಾರ್ಪಣೆ ಮಾಡಿ, ಗೌರವದಿಂದ ಆತ್ಮೀಯವಾಗಿ ಸನ್ಮಾನಿಸಲಾಯಿತು. ಗ್ರಂಥಾಲಯ ಕ ಡಾ. ಸುರೇಶ ಡಿ. ಹೊರಕೇರಿ, ಡಾ. ಬಸವರಾಜ ದಂದಿ, ಬಸವರಾಜ ಪವಲೀಕರ, ಡಾ. ರವೀಂದ್ರ ಜತಾತಿ, ಪ್ರವೀಣ ಹುಗಾರ, ಕುಮಾರ ಮಡಿವಾಳ, ಭರತ ಹೆಗಡೆ(ಹೊನ್ನಾಳಿ), ಡಾ. ನಾಗಲಿಂಗ ಮುರಗಿ, ಅಂದಾನಪ್ಪ ದೇಸಾಯಿ, ಹೇಮಂತ ಜೋಶಿ, ರವಿ ಕುಲಕರ್ಣಿ, ಸಿದ್ಧಾರ್ಥ ಇದ್ದರು. — [54, 1282, 453, 1412]
page-indicator — [1373, 49, 1492, 99]
fish-banner-text: ರಾಷ್ಟ್ರೀಯ ಮೀನು ರೈತರ ದಿನಾಚರಣೆ — [1247, 198, 1368, 211]
